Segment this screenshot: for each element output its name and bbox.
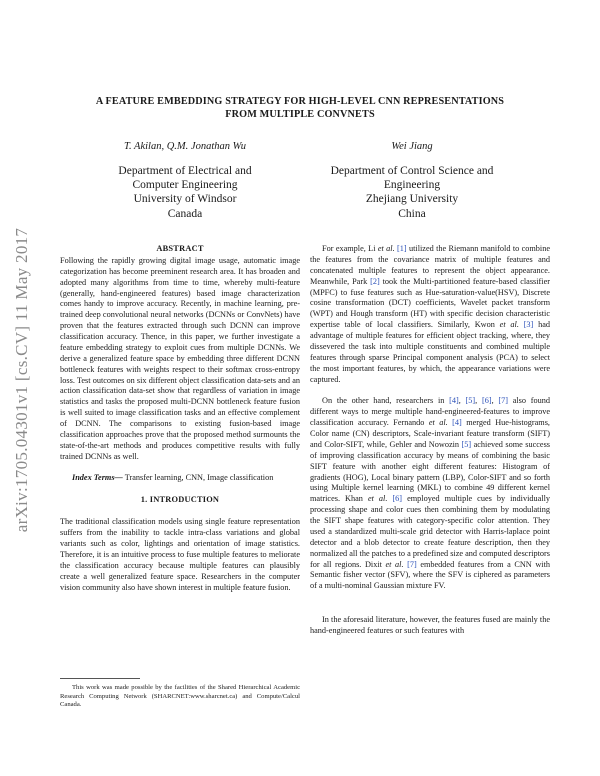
citation-link[interactable]: [7] [407,559,417,569]
text-run: et al. [428,418,448,428]
citation-link[interactable]: [1] [397,244,407,253]
index-terms [60,473,300,484]
affiliation-line: Department of Control Science and [330,165,494,177]
text-run: et al. [377,244,395,253]
text-run: employed multiple cues by individually processing shape and color cues then combining them by modulating the SIFT shape features with category-specific color attention. They used a standardized multi-scale grid detector with Harris-laplace point detector and a blob detector to create feature description, then they normalized all the patches to a predefined size and computed descriptors for all regions. Dixit [310,494,551,569]
introduction-heading: 1. INTRODUCTION [140,495,220,505]
author-names-2: Wei Jiang [391,141,433,152]
citation-link[interactable]: [4] [449,396,459,406]
text-run: For example, Li [322,244,378,253]
text-run: et al. [499,320,519,330]
abstract-heading: ABSTRACT [156,244,204,253]
paragraph-1 [310,244,550,385]
affiliation-line: Engineering [383,179,441,192]
left-column [60,244,300,593]
citation-link[interactable]: [6] [481,396,492,406]
citation-link[interactable]: [2] [370,276,380,286]
text-run: et al. [385,559,404,569]
affiliation-line: Canada [167,207,203,220]
text-run: achieved some success of improving classification accuracy by means of combining the basic SIFT feature with another eight different features: Histogram of gradients (HOG), Local binary pattern (LBP), Color-SIFT and so forth using Multiple kernel learning (MKL) to combine 49 different kernel matrices. Khan [310,439,550,504]
introduction-text: The traditional classification models using single feature representation suffers from the inability to tackle intra-class variations and global variants such as color, lightings and orientation of image statistics. Therefore, it is an intuitive process to fuse multiple features to meliorate the classification accuracy because multiple features can plausibly create a well generalized feature space. Researchers in the computer vision community also have shown interest in multiple feature fusion. [60,517,300,592]
text-run: , [458,396,466,406]
title-line-2: FROM MULTIPLE CONVNETS [225,109,375,120]
index-terms-text: Transfer learning, CNN, Image classification [122,472,274,482]
arxiv-identifier [4,205,40,555]
text-run: also found different ways to merge multiple hand-engineered-features to improve classification accuracy. Fernando [310,396,550,428]
text-run: had advantage of multiple features for efficient object tracking, where, they dissevered the task into multiple constituents and combined multiple features through sparse Principal component analysis (PCA) to select the most important features, by which, the appearance variations were captured. [310,320,551,384]
affiliation-line: China [398,207,426,220]
text-run: took the Multi-partitioned feature-based classifier (MPFC) to fuse features such as Hue-saturation-value(HSV), Discrete cosine transformation (DCT) coefficients, Wavelet packet transform (WPT) and Hough transform (HT) with specific decision characteristic expertise table of local classifiers. Similarly, Kwon [310,276,550,330]
footnote-text: This work was made possible by the facilities of the Shared Hierarchical Academic Research Computing Network (SHARCNET:www.sharcnet.ca) and Compute/Calcul Canada. [60,684,300,709]
text-run: , [491,396,499,406]
paragraph-2 [310,396,550,592]
affiliation-line: Zhejiang University [365,193,459,206]
paper-title [40,95,560,121]
affiliation-line: Department of Electrical and [118,165,252,177]
index-terms-label: Index Terms— [72,472,123,482]
citation-link[interactable]: [4] [452,418,462,428]
author-block-1 [75,140,295,221]
citation-link[interactable]: [6] [392,494,403,504]
affiliation-line: Computer Engineering [132,179,238,192]
text-run: embedded features from a CNN with Semantic fisher vector (SFV), where the SFV is ciphered as parameters of a multi-nominal Gaussian mixture FV. [310,559,551,591]
arxiv-id-text: arXiv:1705.04301v1 [cs.CV] 11 May 2017 [12,227,31,533]
citation-link[interactable]: [5] [461,439,472,449]
paragraph-3: In the aforesaid literature, however, the features fused are mainly the hand-engineered features or such features with [310,615,550,635]
abstract-text: Following the rapidly growing digital image usage, automatic image categorization has become preeminent research area. It has broaden and adopted many algorithms from time to time, whereby multi-feature (generally, hand-engineered features) based image characterization comes handy to improve accuracy. Recently, in machine learning, pre-trained deep convolutional neural networks (DCNNs or ConvNets) have proven that the features extracted through such DCNN can improve classification accuracy. Thence, in this paper, we further investigate a feature embedding strategy to exploit cues from multiple DCNNs. We derive a generalized feature space by embedding three different DCNN bottleneck features with weights respect to their softmax cross-entropy loss. Test outcomes on six different object classification data-sets and an action classification data-set show that regardless of variation in image statistics and tasks the proposed multi-DCNN bottleneck feature fusion is well suited to image classification tasks and an effective complement of DCNN. The comparisons to existing fusion-based image classification approaches prove that the proposed method surmounts the state-of-the-art methods and produces competitive results with fully trained DCNNs as well. [60,255,300,461]
footnote [60,678,300,710]
footnote-rule [60,678,140,679]
citation-link[interactable]: [5] [465,396,476,406]
author-block-2 [302,140,522,221]
affiliation-2 [302,164,522,221]
citation-link[interactable]: [3] [523,320,534,330]
affiliation-line: University of Windsor [133,193,237,206]
text-run: et al. [367,494,388,504]
citation-link[interactable]: [7] [498,396,508,406]
text-run: merged Hue-histograms, Color name (CN) descriptors, Scale-invariant feature transform (SIFT) and Color-SIFT, while, Gehler and Nowozin [310,418,550,449]
title-line-1: A FEATURE EMBEDDING STRATEGY FOR HIGH-LEVEL CNN REPRESENTATIONS [95,96,505,107]
text-run: utilized the Riemann manifold to combine the features from the covariance matrix of multiple features and concatenated multiple features to represent the object appearance. Meanwhile, Park [310,244,551,286]
right-column [310,244,550,637]
affiliation-1 [75,164,295,221]
author-names-1: T. Akilan, Q.M. Jonathan Wu [123,141,247,152]
text-run: , [475,396,482,406]
text-run: On the other hand, researchers in [322,396,450,406]
